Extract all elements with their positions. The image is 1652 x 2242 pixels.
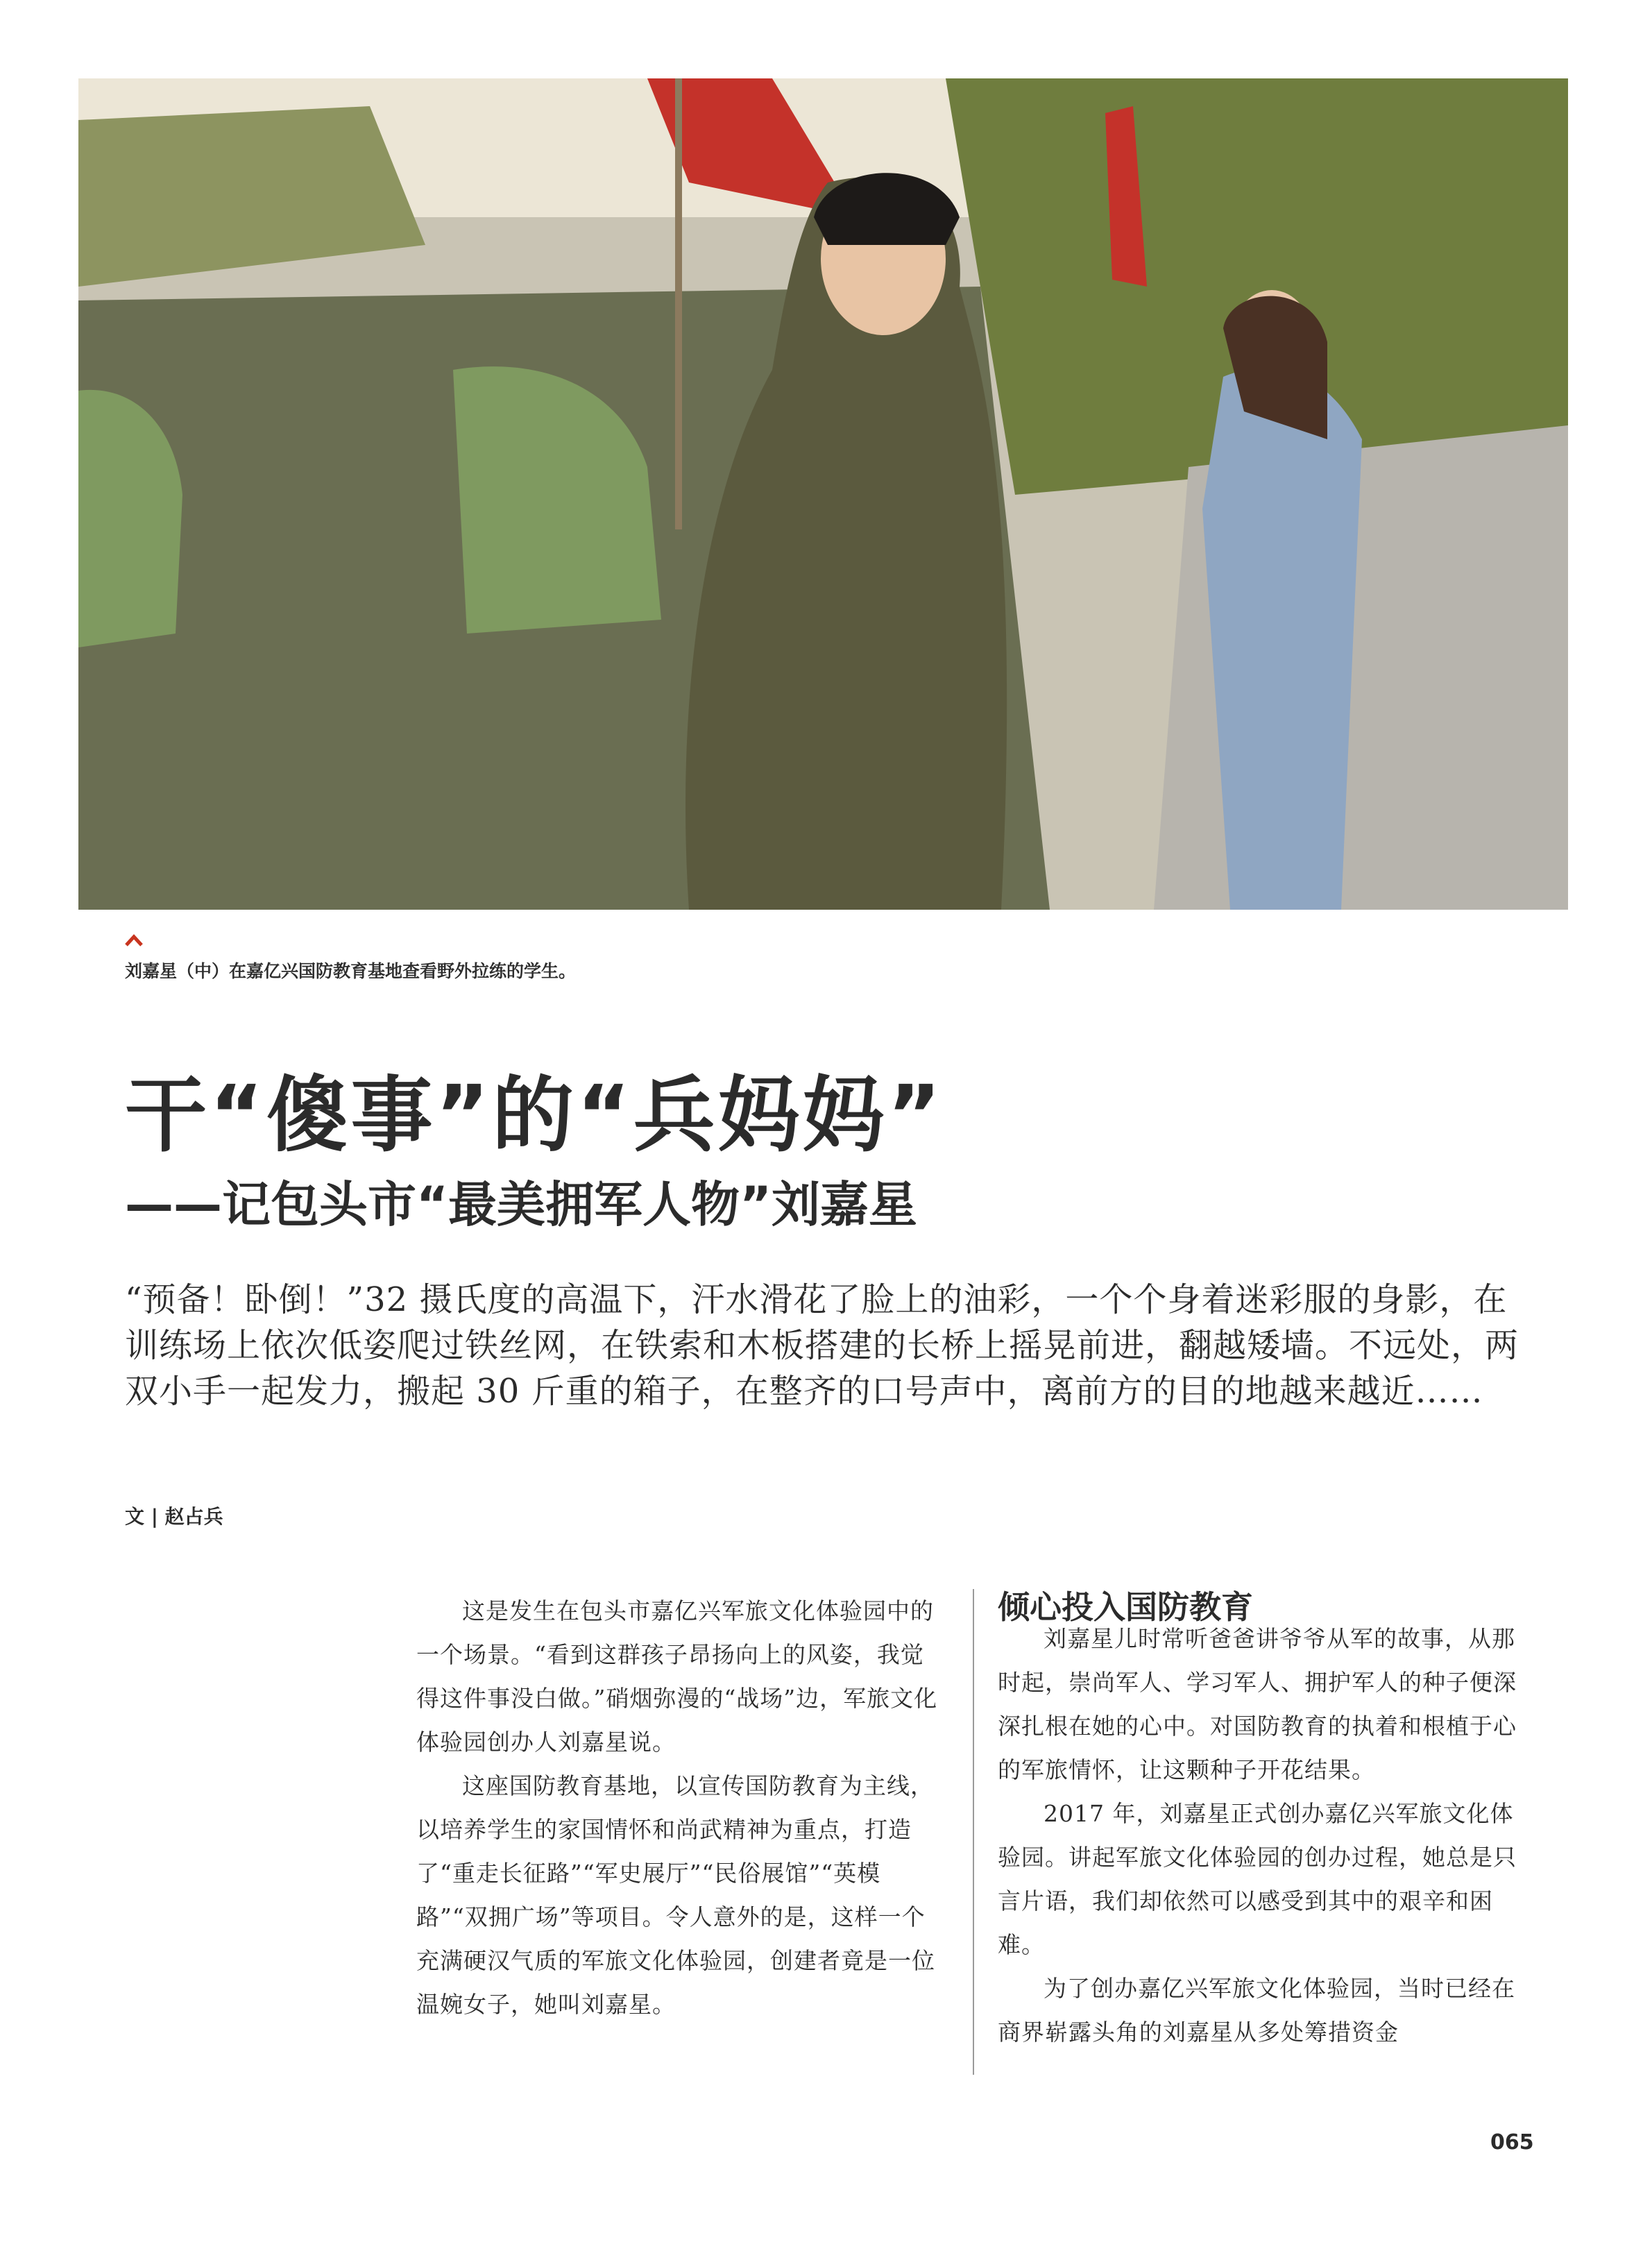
body-paragraph: 这是发生在包头市嘉亿兴军旅文化体验园中的一个场景。“看到这群孩子昂扬向上的风姿，我觉得这件事没白做。”硝烟弥漫的“战场”边，军旅文化体验园创办人刘嘉星说。 bbox=[416, 1597, 938, 1756]
article-subtitle: ——记包头市“最美拥军人物”刘嘉星 bbox=[125, 1176, 918, 1233]
column-divider bbox=[973, 1589, 974, 2075]
photo-illustration bbox=[78, 78, 1568, 910]
photo-caption: 刘嘉星（中）在嘉亿兴国防教育基地查看野外拉练的学生。 bbox=[125, 961, 577, 981]
section-heading: 倾心投入国防教育 bbox=[998, 1588, 1253, 1626]
body-column-left bbox=[416, 1589, 945, 2026]
page-number: 065 bbox=[1490, 2130, 1534, 2155]
article-photo bbox=[78, 78, 1568, 910]
body-paragraph: 刘嘉星儿时常听爸爸讲爷爷从军的故事，从那时起，崇尚军人、学习军人、拥护军人的种子便深深扎根在她的心中。对国防教育的执着和根植于心的军旅情怀，让这颗种子开花结果。 bbox=[998, 1625, 1517, 1783]
lead-paragraph: “预备！卧倒！”32 摄氏度的高温下，汗水滑花了脸上的油彩，一个个身着迷彩服的身影，在训练场上依次低姿爬过铁丝网，在铁索和木板搭建的长桥上摇晃前进，翻越矮墙。不远处，两双小手一起发力，搬起 30 斤重的箱子，在整齐的口号声中，离前方的目的地越来越近…… bbox=[125, 1280, 1519, 1411]
body-paragraph: 为了创办嘉亿兴军旅文化体验园，当时已经在商界崭露头角的刘嘉星从多处筹措资金 bbox=[998, 1975, 1515, 2046]
author-credit: 文 | 赵占兵 bbox=[125, 1505, 223, 1528]
body-column-right bbox=[998, 1617, 1534, 2054]
caret-up-icon bbox=[125, 931, 143, 949]
body-paragraph: 这座国防教育基地，以宣传国防教育为主线，以培养学生的家国情怀和尚武精神为重点，打造了“重走长征路”“军史展厅”“民俗展馆”“英模路”“双拥广场”等项目。令人意外的是，这样一个充满硬汉气质的军旅文化体验园，创建者竟是一位温婉女子，她叫刘嘉星。 bbox=[416, 1772, 935, 2018]
article-title: 干“傻事”的“兵妈妈” bbox=[125, 1067, 944, 1163]
body-paragraph: 2017 年，刘嘉星正式创办嘉亿兴军旅文化体验园。讲起军旅文化体验园的创办过程，她总是只言片语，我们却依然可以感受到其中的艰辛和困难。 bbox=[998, 1800, 1517, 1958]
